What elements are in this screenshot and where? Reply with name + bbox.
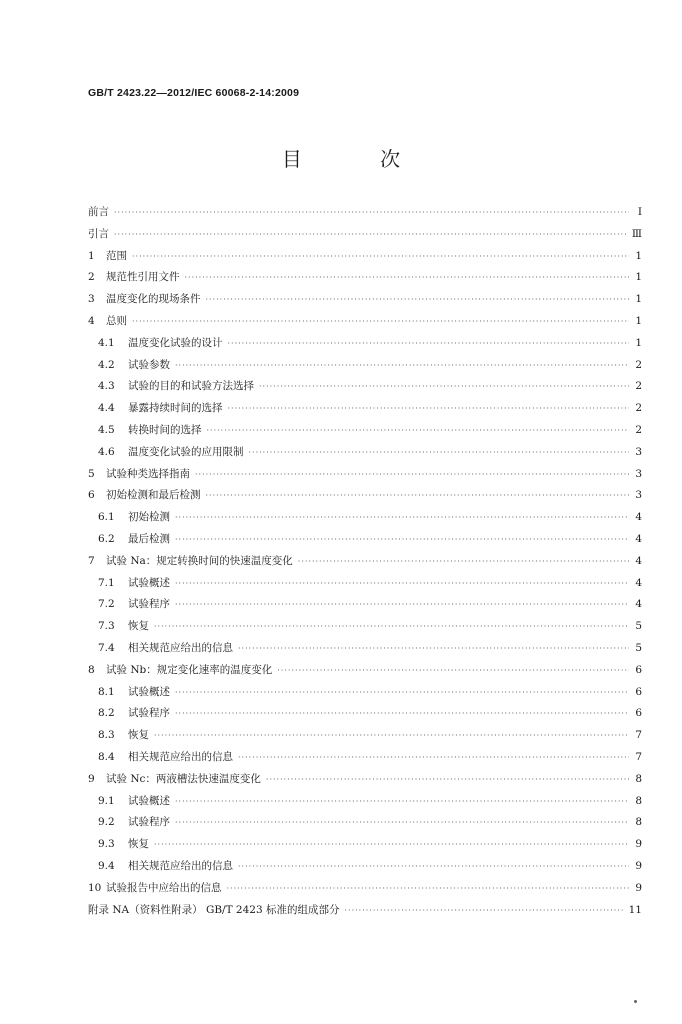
toc-entry-number: 4.3 xyxy=(98,380,115,393)
toc-entry-label: 试验 Nc：两液槽法快速温度变化 xyxy=(106,772,261,785)
toc-entry-page-number: 3 xyxy=(635,489,642,502)
toc-entry[interactable] xyxy=(88,638,642,660)
toc-entry-page-number: 4 xyxy=(635,511,642,524)
page-title: 目 次 xyxy=(281,147,437,171)
toc-entry-number: 10 xyxy=(88,881,102,894)
toc-entry-label: 恢复 xyxy=(128,620,149,633)
toc-entry-number: 6.2 xyxy=(98,532,115,545)
toc-entry-label: 温度变化试验的应用限制 xyxy=(128,445,244,458)
toc-entry-number: 8.3 xyxy=(98,729,115,742)
dot-leader xyxy=(207,420,630,442)
toc-entry-label: 试验种类选择指南 xyxy=(106,467,190,480)
dot-leader xyxy=(175,791,629,813)
toc-entry[interactable] xyxy=(88,507,642,529)
toc-entry[interactable] xyxy=(88,289,642,311)
dot-leader xyxy=(259,376,629,398)
toc-entry-number: 4.5 xyxy=(98,423,115,436)
dot-leader xyxy=(228,398,630,420)
toc-entry[interactable] xyxy=(88,594,642,616)
toc-entry-number: 4.2 xyxy=(98,358,115,371)
toc-entry[interactable] xyxy=(88,747,642,769)
toc-entry[interactable] xyxy=(88,333,642,355)
toc-entry-label: 恢复 xyxy=(128,838,149,851)
dot-leader xyxy=(345,900,624,922)
toc-entry[interactable] xyxy=(88,856,642,878)
standard-number-header: GB/T 2423.22—2012/IEC 60068-2-14:2009 xyxy=(88,87,300,99)
toc-entry-label: 最后检测 xyxy=(128,532,170,545)
dot-leader xyxy=(238,747,629,769)
toc-entry-label: 前言 xyxy=(88,206,109,218)
toc-entry-page-number: 7 xyxy=(635,729,642,742)
toc-entry-page-number: 6 xyxy=(635,663,642,676)
toc-entry[interactable] xyxy=(88,267,642,289)
toc-entry[interactable] xyxy=(88,900,642,922)
toc-entry[interactable] xyxy=(88,551,642,573)
toc-entry[interactable] xyxy=(88,660,642,682)
toc-entry[interactable] xyxy=(88,398,642,420)
dot-leader xyxy=(185,267,630,289)
toc-entry-number: 4.6 xyxy=(98,445,115,458)
toc-entry[interactable] xyxy=(88,464,642,486)
toc-entry[interactable] xyxy=(88,791,642,813)
toc-entry-number: 8 xyxy=(88,663,95,676)
toc-entry-number: 3 xyxy=(88,293,95,306)
toc-entry-number: 8.4 xyxy=(98,750,115,763)
toc-entry-page-number: 2 xyxy=(635,423,642,436)
toc-entry-label: 试验程序 xyxy=(128,598,170,611)
toc-entry-number: 9 xyxy=(88,772,95,785)
toc-entry[interactable] xyxy=(88,355,642,377)
dot-leader xyxy=(114,202,629,224)
toc-entry-number: 7.2 xyxy=(98,598,115,611)
toc-entry-number: 9.2 xyxy=(98,816,115,829)
toc-entry-label: 温度变化的现场条件 xyxy=(106,293,201,306)
toc-entry-page-number: 2 xyxy=(635,358,642,371)
toc-entry-page-number: 4 xyxy=(635,532,642,545)
toc-entry-label: 试验概述 xyxy=(128,576,170,589)
dot-leader xyxy=(298,551,629,573)
toc-entry[interactable] xyxy=(88,812,642,834)
toc-entry-label: 试验程序 xyxy=(128,707,170,720)
toc-entry-number: 9.3 xyxy=(98,838,115,851)
dot-leader xyxy=(238,856,629,878)
toc-entry[interactable] xyxy=(88,311,642,333)
toc-entry-number: 4.4 xyxy=(98,402,115,415)
toc-entry-number: 9.4 xyxy=(98,859,115,872)
dot-leader xyxy=(175,594,629,616)
dot-leader xyxy=(228,333,630,355)
dot-leader xyxy=(132,311,629,333)
dot-leader xyxy=(206,289,630,311)
toc-entry-label: 总则 xyxy=(106,314,127,327)
dot-leader xyxy=(132,246,629,268)
toc-entry-label: 引言 xyxy=(88,227,109,240)
toc-entry-page-number: Ⅲ xyxy=(631,227,642,240)
toc-entry[interactable] xyxy=(88,420,642,442)
dot-leader xyxy=(114,224,627,246)
toc-entry-label: 初始检测 xyxy=(128,511,170,524)
toc-entry-label: 转换时间的选择 xyxy=(128,423,202,436)
toc-entry[interactable] xyxy=(88,703,642,725)
toc-entry[interactable] xyxy=(88,834,642,856)
toc-entry-label: 试验概述 xyxy=(128,685,170,698)
toc-entry-label: 试验 Na：规定转换时间的快速温度变化 xyxy=(106,554,293,567)
toc-entry[interactable] xyxy=(88,442,642,464)
toc-entry-number: 2 xyxy=(88,271,95,284)
dot-leader xyxy=(175,703,629,725)
dot-leader xyxy=(175,355,629,377)
toc-entry[interactable] xyxy=(88,246,642,268)
toc-entry-page-number: Ⅰ xyxy=(637,206,642,218)
toc-entry-page-number: 8 xyxy=(635,772,642,785)
dot-leader xyxy=(227,878,630,900)
toc-entry[interactable] xyxy=(88,682,642,704)
scan-speck xyxy=(634,1000,637,1003)
toc-entry-number: 6 xyxy=(88,489,95,502)
toc-entry-number: 7.1 xyxy=(98,576,115,589)
toc-entry-page-number: 4 xyxy=(635,598,642,611)
dot-leader xyxy=(195,464,629,486)
toc-entry[interactable] xyxy=(88,725,642,747)
toc-entry-number: 5 xyxy=(88,467,95,480)
dot-leader xyxy=(249,442,630,464)
dot-leader xyxy=(175,507,629,529)
dot-leader xyxy=(154,616,629,638)
toc-entry-label: 附录 NA（资料性附录） GB/T 2423 标准的组成部分 xyxy=(88,903,340,916)
toc-entry-label: 试验参数 xyxy=(128,358,170,371)
dot-leader xyxy=(277,660,629,682)
toc-entry[interactable] xyxy=(88,769,642,791)
dot-leader xyxy=(206,485,630,507)
toc-entry-page-number: 1 xyxy=(635,314,642,327)
toc-entry-label: 恢复 xyxy=(128,729,149,742)
dot-leader xyxy=(175,529,629,551)
toc-entry-page-number: 9 xyxy=(635,838,642,851)
toc-entry-page-number: 7 xyxy=(635,750,642,763)
dot-leader xyxy=(154,834,629,856)
toc-entry-number: 7 xyxy=(88,554,95,567)
toc-entry-page-number: 9 xyxy=(635,881,642,894)
toc-entry-label: 范围 xyxy=(106,249,127,262)
toc-entry-page-number: 2 xyxy=(635,402,642,415)
toc-entry-page-number: 8 xyxy=(635,816,642,829)
toc-entry-label: 暴露持续时间的选择 xyxy=(128,402,223,415)
toc-entry-number: 4.1 xyxy=(98,336,115,349)
toc-entry-label: 试验程序 xyxy=(128,816,170,829)
toc-entry[interactable] xyxy=(88,529,642,551)
toc-entry[interactable] xyxy=(88,878,642,900)
toc-entry-label: 试验报告中应给出的信息 xyxy=(106,881,222,894)
toc-entry-page-number: 1 xyxy=(635,336,642,349)
toc-entry-number: 8.1 xyxy=(98,685,115,698)
toc-entry[interactable] xyxy=(88,485,642,507)
toc-entry-page-number: 4 xyxy=(635,576,642,589)
toc-entry-page-number: 3 xyxy=(635,445,642,458)
table-of-contents xyxy=(88,202,642,922)
dot-leader xyxy=(238,638,629,660)
toc-entry-page-number: 6 xyxy=(635,707,642,720)
toc-entry-number: 1 xyxy=(88,249,95,262)
toc-entry[interactable] xyxy=(88,616,642,638)
toc-entry-page-number: 9 xyxy=(635,859,642,872)
toc-entry[interactable] xyxy=(88,202,642,224)
toc-entry-label: 温度变化试验的设计 xyxy=(128,336,223,349)
dot-leader xyxy=(175,682,629,704)
toc-entry-number: 7.4 xyxy=(98,641,115,654)
toc-entry-label: 试验的目的和试验方法选择 xyxy=(128,380,254,393)
dot-leader xyxy=(175,812,629,834)
toc-entry-number: 6.1 xyxy=(98,511,115,524)
toc-entry[interactable] xyxy=(88,573,642,595)
dot-leader xyxy=(154,725,629,747)
toc-entry-page-number: 5 xyxy=(635,641,642,654)
toc-entry-label: 相关规范应给出的信息 xyxy=(128,641,233,654)
toc-entry-label: 试验概述 xyxy=(128,794,170,807)
toc-entry-number: 8.2 xyxy=(98,707,115,720)
toc-entry-label: 试验 Nb：规定变化速率的温度变化 xyxy=(106,663,273,676)
toc-entry[interactable] xyxy=(88,376,642,398)
toc-entry-number: 9.1 xyxy=(98,794,115,807)
toc-entry-label: 相关规范应给出的信息 xyxy=(128,859,233,872)
toc-entry[interactable] xyxy=(88,224,642,246)
toc-entry-page-number: 1 xyxy=(635,249,642,262)
dot-leader xyxy=(266,769,629,791)
toc-entry-label: 初始检测和最后检测 xyxy=(106,489,201,502)
toc-entry-page-number: 1 xyxy=(635,271,642,284)
toc-entry-number: 4 xyxy=(88,314,95,327)
toc-entry-page-number: 2 xyxy=(635,380,642,393)
toc-entry-page-number: 5 xyxy=(635,620,642,633)
toc-entry-label: 规范性引用文件 xyxy=(106,271,180,284)
toc-entry-page-number: 3 xyxy=(635,467,642,480)
toc-entry-number: 7.3 xyxy=(98,620,115,633)
toc-entry-page-number: 8 xyxy=(635,794,642,807)
toc-entry-label: 相关规范应给出的信息 xyxy=(128,750,233,763)
toc-entry-page-number: 11 xyxy=(628,903,642,916)
toc-entry-page-number: 1 xyxy=(635,293,642,306)
toc-entry-page-number: 6 xyxy=(635,685,642,698)
dot-leader xyxy=(175,573,629,595)
toc-entry-page-number: 4 xyxy=(635,554,642,567)
